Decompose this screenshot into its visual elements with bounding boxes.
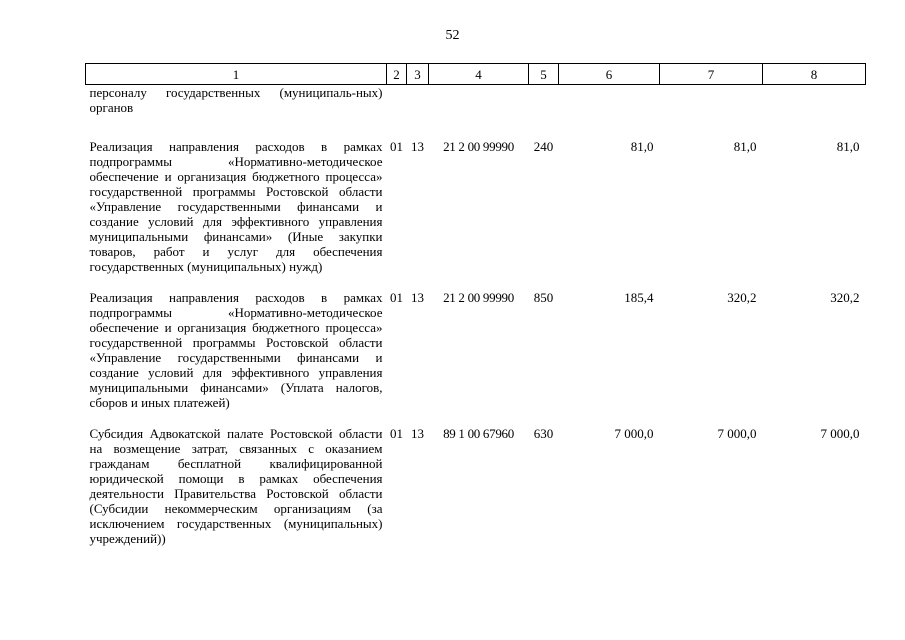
row-description: Реализация направления расходов в рамках подпрограммы «Нормативно-методическое обеспечение и организация бюджетного процесса» государственной программы Ростовской области «Управление государственными финансами и создание условий для эффективного управления муниципальными финансами» (Иные закупки товаров, работ и услуг для обеспечения государственных (муниципальных) нужд) xyxy=(89,139,383,274)
table-row xyxy=(86,121,866,280)
row-value-6: 185,4 xyxy=(624,290,654,305)
header-col-2: 2 xyxy=(387,64,407,85)
table-row xyxy=(86,280,866,416)
row-target-code: 89 1 00 67960 xyxy=(443,426,514,441)
row-description: персоналу государственных (муниципаль-ных) органов xyxy=(89,85,383,115)
row-subsection: 13 xyxy=(411,426,424,441)
row-target-code: 21 2 00 99990 xyxy=(443,290,514,305)
header-col-4: 4 xyxy=(429,64,529,85)
row-description: Реализация направления расходов в рамках подпрограммы «Нормативно-методическое обеспечение и организация бюджетного процесса» государственной программы Ростовской области «Управление государственными финансами и создание условий для эффективного управления муниципальными финансами» (Уплата налогов, сборов и иных платежей) xyxy=(89,290,383,410)
row-expense-type xyxy=(529,85,559,122)
row-value-7: 320,2 xyxy=(727,290,757,305)
header-col-7: 7 xyxy=(660,64,763,85)
header-col-6: 6 xyxy=(559,64,660,85)
row-expense-type: 240 xyxy=(533,139,554,154)
page-number: 52 xyxy=(445,28,460,43)
row-section: 01 xyxy=(390,139,403,154)
row-subsection: 13 xyxy=(411,290,424,305)
table-row xyxy=(86,85,866,122)
row-expense-type: 850 xyxy=(533,290,554,305)
row-value-8 xyxy=(763,85,866,122)
row-section: 01 xyxy=(390,426,403,441)
row-section xyxy=(387,85,407,122)
row-value-8: 81,0 xyxy=(836,139,860,154)
row-target-code xyxy=(429,85,529,122)
header-col-8: 8 xyxy=(763,64,866,85)
row-subsection xyxy=(407,85,429,122)
header-col-3: 3 xyxy=(407,64,429,85)
row-description: Субсидия Адвокатской палате Ростовской области на возмещение затрат, связанных с оказанием гражданам бесплатной квалифицированной юридической помощи в рамках обеспечения деятельности Правительства Ростовской области (Субсидии некоммерческим организациям (за исключением государственных (муниципальных) учреждений)) xyxy=(89,426,383,546)
row-expense-type: 630 xyxy=(533,426,554,441)
row-value-6 xyxy=(559,85,660,122)
row-value-8: 320,2 xyxy=(830,290,860,305)
row-value-8: 7 000,0 xyxy=(820,426,860,441)
header-row xyxy=(86,64,866,85)
row-target-code: 21 2 00 99990 xyxy=(443,139,514,154)
budget-table xyxy=(85,63,866,552)
row-value-7: 81,0 xyxy=(733,139,757,154)
row-value-7: 7 000,0 xyxy=(717,426,757,441)
header-col-5: 5 xyxy=(529,64,559,85)
row-value-7 xyxy=(660,85,763,122)
header-col-1: 1 xyxy=(86,64,387,85)
row-value-6: 7 000,0 xyxy=(614,426,654,441)
row-value-6: 81,0 xyxy=(630,139,654,154)
row-section: 01 xyxy=(390,290,403,305)
row-subsection: 13 xyxy=(411,139,424,154)
table-row xyxy=(86,416,866,552)
